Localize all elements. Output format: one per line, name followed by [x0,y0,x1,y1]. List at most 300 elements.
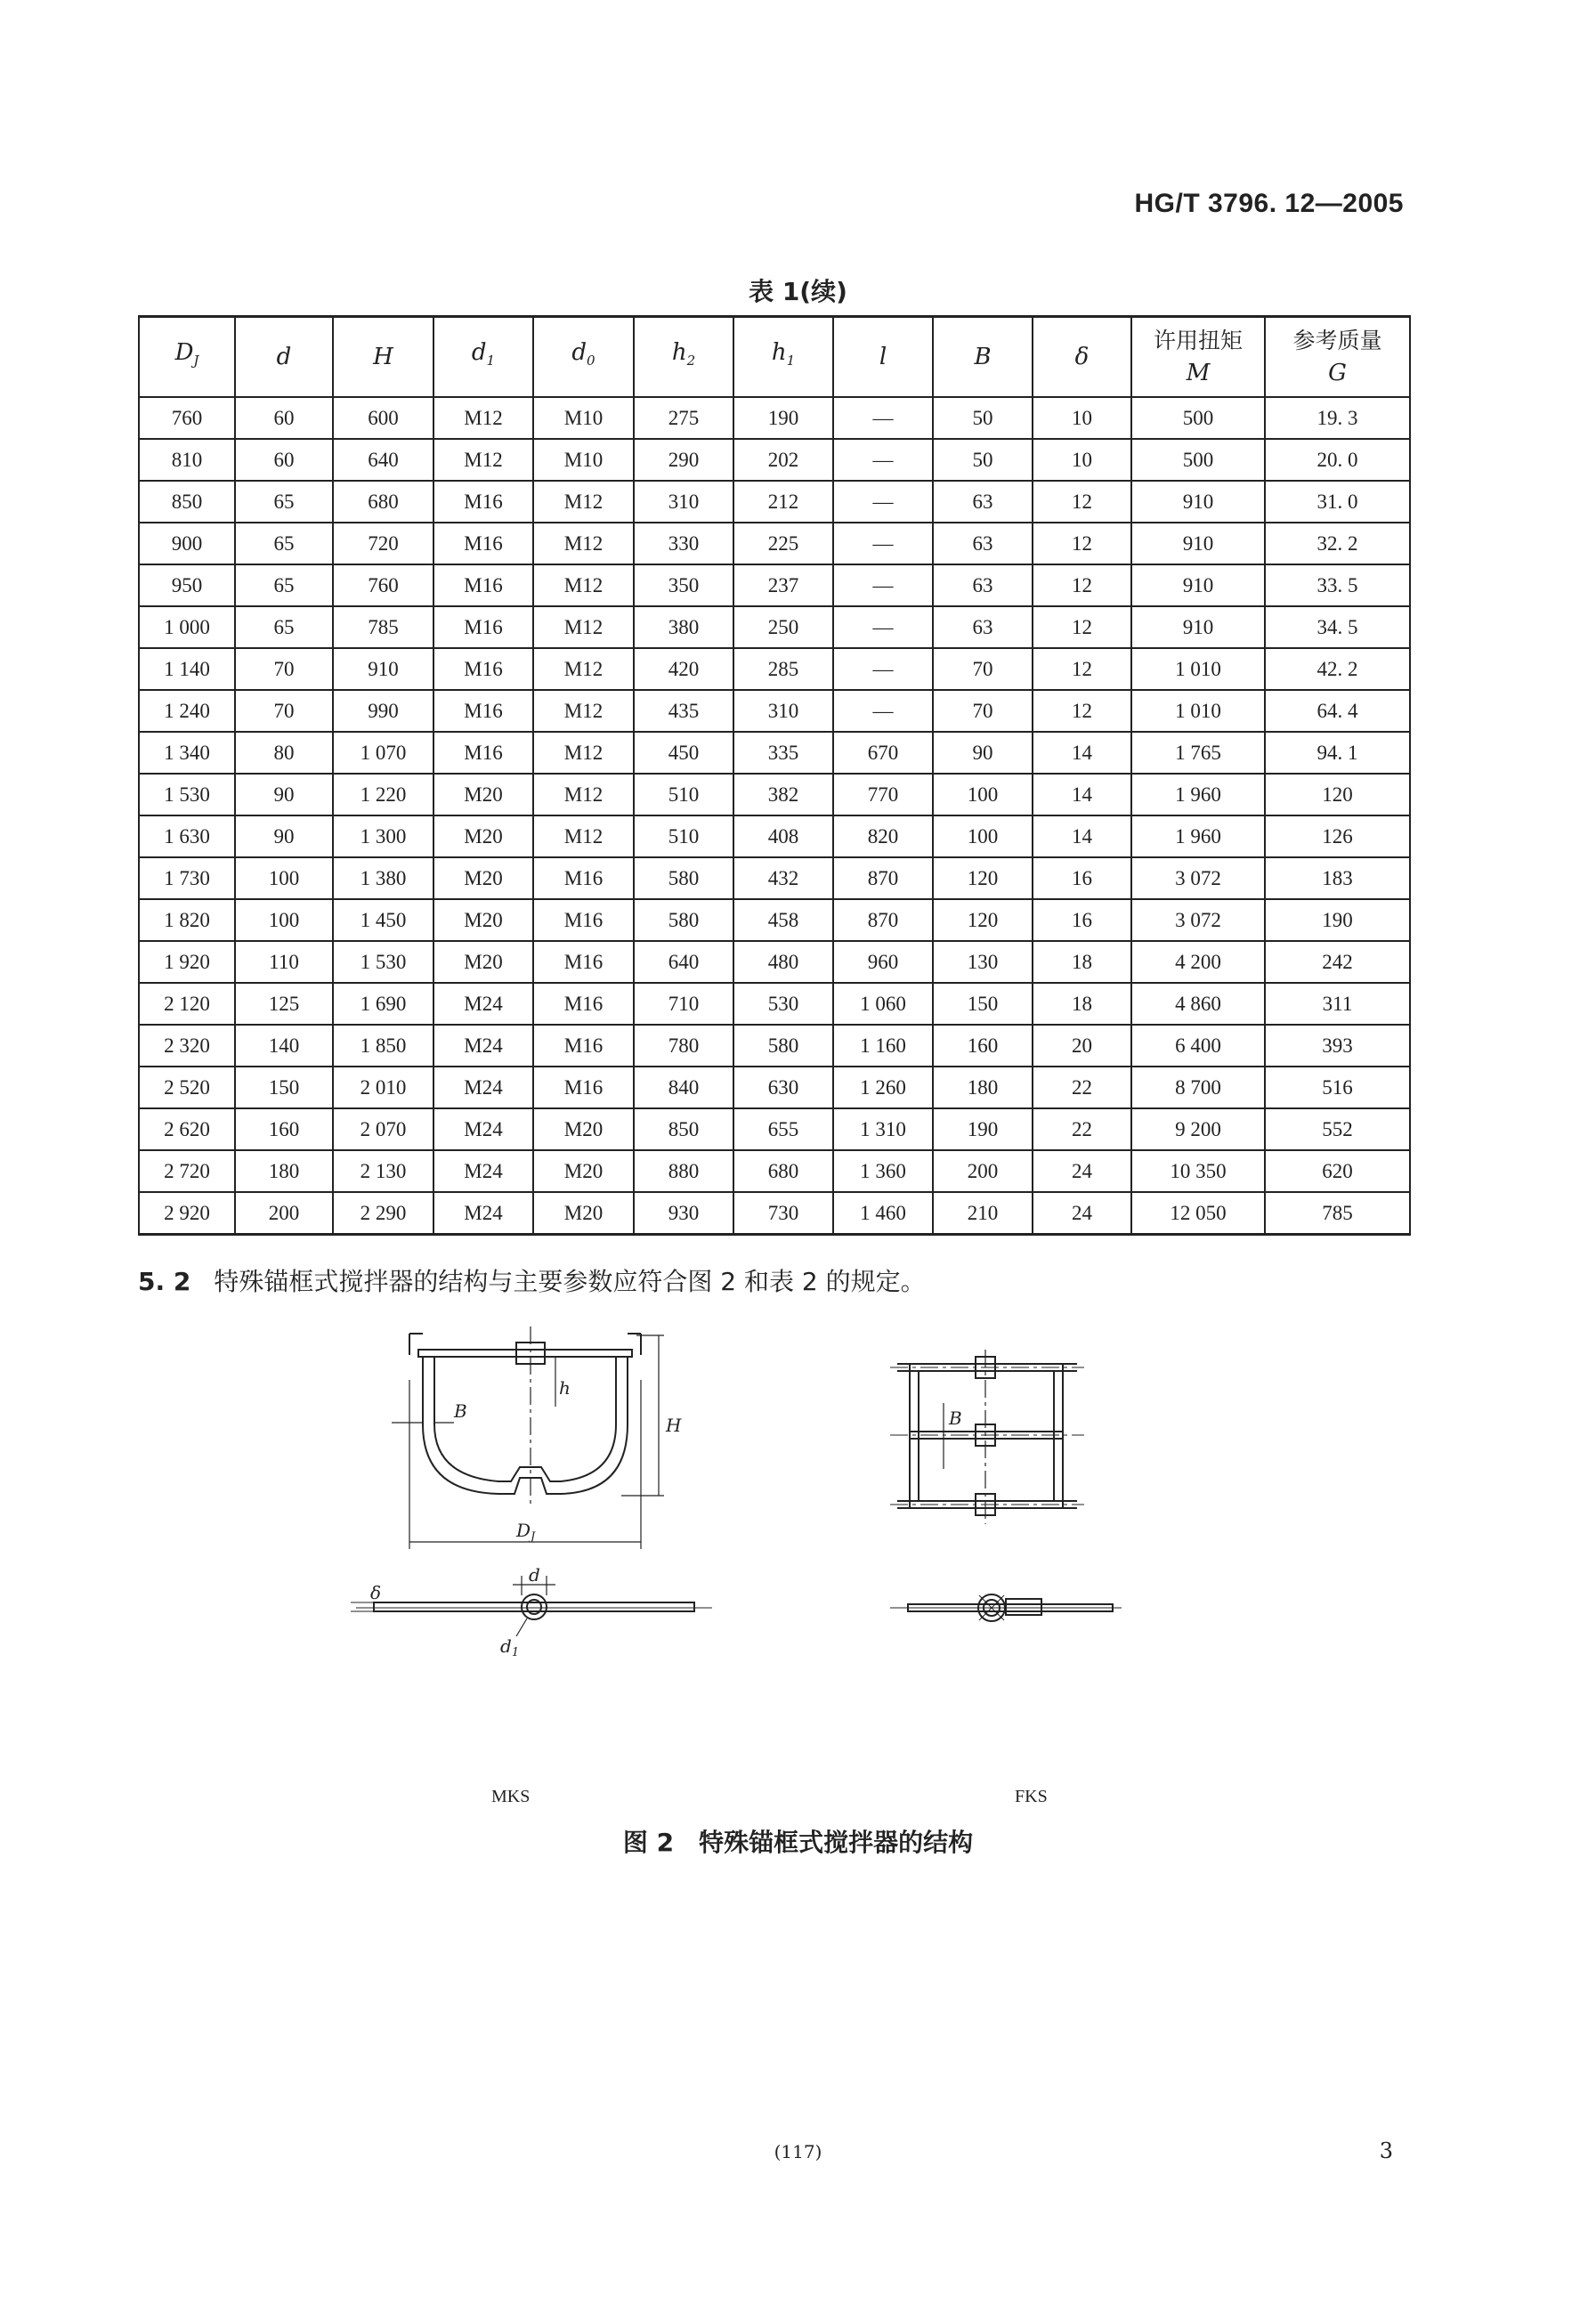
table-cell: 80 [235,732,333,774]
fks-label: FKS [1015,1787,1048,1806]
table-cell: 990 [333,690,433,732]
figure-number: 图 2 [622,1828,675,1857]
table-cell: 100 [235,899,333,941]
table-cell: 2 520 [139,1067,235,1108]
table-cell: 580 [733,1025,833,1067]
table-cell: 780 [634,1025,733,1067]
table-cell: M24 [433,1025,533,1067]
table-cell: 850 [634,1108,733,1150]
table-cell: 1 340 [139,732,235,774]
table-cell: 4 200 [1131,941,1265,983]
label-delta: δ [370,1582,382,1603]
table-row [139,523,1410,564]
table-cell: M12 [533,481,634,523]
table-cell: 785 [1265,1192,1410,1235]
table-cell: 335 [733,732,833,774]
table-cell: 880 [634,1150,733,1192]
header-symbol: d [571,339,587,367]
label-h: h [559,1377,571,1399]
table-row [139,983,1410,1025]
table-cell: 42. 2 [1265,648,1410,690]
table-cell: 420 [634,648,733,690]
table-cell: 160 [933,1025,1033,1067]
table-cell: M12 [533,564,634,606]
header-symbol: D [174,339,194,367]
table-cell: 870 [833,899,933,941]
table-cell: 910 [333,648,433,690]
table-row [139,690,1410,732]
table-cell: 10 [1033,439,1131,481]
table-cell: 285 [733,648,833,690]
table-cell: 12 [1033,523,1131,564]
table-cell: 330 [634,523,733,564]
table-cell: 730 [733,1192,833,1235]
table-cell: 12 050 [1131,1192,1265,1235]
table-header-cell [333,317,433,398]
table-header-cell [433,317,533,398]
table-cell: 70 [235,648,333,690]
table-cell: 1 765 [1131,732,1265,774]
table-cell: 311 [1265,983,1410,1025]
table-cell: 9 200 [1131,1108,1265,1150]
section-5-2 [138,1262,926,1298]
table-cell: 500 [1131,397,1265,439]
table-cell: M20 [433,815,533,857]
fks-front-view [890,1350,1084,1524]
table-cell: 90 [933,732,1033,774]
table-header-cell [634,317,733,398]
table-cell: 393 [1265,1025,1410,1067]
table-cell: 180 [235,1150,333,1192]
label-DJ: $D_J$ [516,1520,536,1544]
table-row [139,397,1410,439]
table-cell: 2 720 [139,1150,235,1192]
table-cell: 458 [733,899,833,941]
table-cell: 16 [1033,857,1131,899]
header-subscript: 1 [786,353,796,369]
header-symbol: l [879,344,887,370]
table-cell: M20 [533,1108,634,1150]
table-cell: 190 [933,1108,1033,1150]
table-row [139,606,1410,648]
table-cell: 3 072 [1131,857,1265,899]
page-marker: (117) [774,2141,822,2162]
table-cell: 670 [833,732,933,774]
table-cell: 225 [733,523,833,564]
table-cell: 202 [733,439,833,481]
page-number: 3 [1379,2138,1393,2163]
table-cell: 12 [1033,481,1131,523]
table-cell: 90 [235,815,333,857]
table-cell: 275 [634,397,733,439]
table-cell: 785 [333,606,433,648]
table-cell: M16 [533,899,634,941]
table-cell: 680 [733,1150,833,1192]
header-subscript: 0 [587,353,595,369]
table-row [139,564,1410,606]
table-cell: 190 [1265,899,1410,941]
table-cell: 14 [1033,774,1131,815]
table-cell: 70 [235,690,333,732]
table-cell: 1 690 [333,983,433,1025]
table-cell: 100 [235,857,333,899]
header-symbol: h [771,339,787,367]
table-cell: 3 072 [1131,899,1265,941]
table-cell: 760 [333,564,433,606]
table-cell: 18 [1033,983,1131,1025]
table-cell: 382 [733,774,833,815]
table-cell: 70 [933,690,1033,732]
table-cell: 65 [235,564,333,606]
table-cell: 63 [933,564,1033,606]
table-cell: 655 [733,1108,833,1150]
table-cell: 1 240 [139,690,235,732]
table-cell: 760 [139,397,235,439]
header-symbol: M [1186,360,1211,386]
table-cell: 435 [634,690,733,732]
table-row [139,481,1410,523]
table-cell: 14 [1033,732,1131,774]
table-cell: M12 [533,732,634,774]
header-symbol: d [471,339,487,367]
table-cell: 2 620 [139,1108,235,1150]
table-header-cell [139,317,235,398]
table-cell: 65 [235,481,333,523]
table-cell: 242 [1265,941,1410,983]
table-cell: M20 [433,899,533,941]
table-cell: 100 [933,815,1033,857]
table-cell: 90 [235,774,333,815]
table-cell: 120 [933,899,1033,941]
table-cell: 2 070 [333,1108,433,1150]
table-cell: 150 [235,1067,333,1108]
label-B-fks: B [949,1407,962,1429]
table-cell: M16 [533,857,634,899]
table-cell: 63 [933,606,1033,648]
table-cell: M20 [433,774,533,815]
table-cell: 500 [1131,439,1265,481]
table-cell: 1 960 [1131,774,1265,815]
table-cell: 130 [933,941,1033,983]
table-cell: — [833,564,933,606]
table-cell: 63 [933,481,1033,523]
table-cell: 770 [833,774,933,815]
table-cell: 516 [1265,1067,1410,1108]
table-cell: 552 [1265,1108,1410,1150]
table-cell: 22 [1033,1108,1131,1150]
table-cell: 200 [933,1150,1033,1192]
table-cell: 60 [235,439,333,481]
table-cell: 910 [1131,481,1265,523]
table-cell: 680 [333,481,433,523]
table-cell: 600 [333,397,433,439]
table-header-cell [833,317,933,398]
table-cell: M20 [533,1192,634,1235]
table-cell: 510 [634,815,733,857]
label-B: B [454,1400,467,1422]
table-cell: 2 290 [333,1192,433,1235]
table-cell: 310 [634,481,733,523]
table-cell: 380 [634,606,733,648]
label-d1: $d_1$ [500,1635,520,1659]
table-header-cell [533,317,634,398]
table-cell: M12 [533,606,634,648]
table-cell: 530 [733,983,833,1025]
table-header-row [139,317,1410,398]
table-row [139,732,1410,774]
table-cell: 120 [933,857,1033,899]
table-cell: M20 [533,1150,634,1192]
table-cell: 1 460 [833,1192,933,1235]
table-cell: 16 [1033,899,1131,941]
table-row [139,1192,1410,1235]
table-cell: M16 [433,564,533,606]
parameter-table [138,315,1411,1236]
table-header-cell [933,317,1033,398]
section-text: 特殊锚框式搅拌器的结构与主要参数应符合图 2 和表 2 的规定。 [214,1267,926,1296]
table-cell: M16 [433,523,533,564]
table-row [139,774,1410,815]
table-cell: — [833,648,933,690]
table-cell: 20. 0 [1265,439,1410,481]
table-cell: 32. 2 [1265,523,1410,564]
header-subscript: 1 [486,353,496,369]
table-cell: 24 [1033,1192,1131,1235]
table-cell: 210 [933,1192,1033,1235]
table-cell: M12 [433,439,533,481]
table-cell: M10 [533,439,634,481]
table-cell: M24 [433,1108,533,1150]
table-cell: 110 [235,941,333,983]
table-cell: 94. 1 [1265,732,1410,774]
table-cell: M12 [533,815,634,857]
table-cell: 200 [235,1192,333,1235]
table-body [139,397,1410,1235]
table-cell: 1 820 [139,899,235,941]
table-cell: 950 [139,564,235,606]
table-header-cell [235,317,333,398]
label-H: H [666,1415,682,1436]
table-cell: 190 [733,397,833,439]
table-cell: 12 [1033,606,1131,648]
table-cell: 850 [139,481,235,523]
table-cell: — [833,481,933,523]
table-cell: 65 [235,606,333,648]
table-cell: M24 [433,1067,533,1108]
table-cell: 1 630 [139,815,235,857]
table-row [139,439,1410,481]
table-cell: 125 [235,983,333,1025]
table-cell: 126 [1265,815,1410,857]
table-cell: 22 [1033,1067,1131,1108]
table-cell: 1 360 [833,1150,933,1192]
table-row [139,1108,1410,1150]
table-cell: 480 [733,941,833,983]
table-cell: M12 [533,774,634,815]
header-symbol: δ [1074,344,1090,370]
table-cell: 1 730 [139,857,235,899]
table-cell: 910 [1131,523,1265,564]
table-row [139,941,1410,983]
table-cell: M10 [533,397,634,439]
table-cell: 1 000 [139,606,235,648]
table-cell: 2 920 [139,1192,235,1235]
table-header-cell [1131,317,1265,398]
table-cell: 1 920 [139,941,235,983]
figure-caption [0,1823,1596,1859]
table-cell: 810 [139,439,235,481]
table-cell: 180 [933,1067,1033,1108]
table-cell: 1 530 [139,774,235,815]
table-cell: 20 [1033,1025,1131,1067]
table-cell: 2 120 [139,983,235,1025]
table-cell: 1 850 [333,1025,433,1067]
table-cell: 960 [833,941,933,983]
table-cell: 2 130 [333,1150,433,1192]
table-cell: 1 310 [833,1108,933,1150]
table-cell: 12 [1033,564,1131,606]
table-cell: 10 350 [1131,1150,1265,1192]
table-cell: 31. 0 [1265,481,1410,523]
table-cell: 580 [634,857,733,899]
table-cell: 870 [833,857,933,899]
table-cell: 1 260 [833,1067,933,1108]
table-cell: 930 [634,1192,733,1235]
table-cell: 24 [1033,1150,1131,1192]
table-cell: 450 [634,732,733,774]
table-cell: 1 960 [1131,815,1265,857]
table-cell: M12 [533,690,634,732]
table-cell: 1 380 [333,857,433,899]
table-cell: — [833,523,933,564]
table-cell: 1 220 [333,774,433,815]
table-cell: 840 [634,1067,733,1108]
table-cell: 212 [733,481,833,523]
table-cell: 910 [1131,564,1265,606]
table-cell: 65 [235,523,333,564]
table-cell: 1 010 [1131,690,1265,732]
table-cell: 250 [733,606,833,648]
figure-title: 特殊锚框式搅拌器的结构 [699,1828,974,1857]
table-cell: 1 070 [333,732,433,774]
table-cell: 408 [733,815,833,857]
table-cell: M16 [433,690,533,732]
table-cell: 50 [933,439,1033,481]
table-cell: 150 [933,983,1033,1025]
table-caption: 表 1(续) [749,277,847,306]
table-cell: 64. 4 [1265,690,1410,732]
header-symbol: B [974,344,992,370]
table-cell: 1 140 [139,648,235,690]
table-cell: M24 [433,1192,533,1235]
standard-code: HG/T 3796. 12—2005 [1134,189,1404,218]
table-cell: 100 [933,774,1033,815]
table-cell: M24 [433,1150,533,1192]
table-cell: 910 [1131,606,1265,648]
table-row [139,1067,1410,1108]
table-row [139,899,1410,941]
table-cell: 1 010 [1131,648,1265,690]
section-number: 5. 2 [138,1267,191,1296]
header-cn-label: 许用扭矩 [1153,328,1243,353]
table-row [139,857,1410,899]
table-cell: 1 450 [333,899,433,941]
table-cell: 900 [139,523,235,564]
table-cell: 63 [933,523,1033,564]
table-cell: 1 300 [333,815,433,857]
table-cell: 630 [733,1067,833,1108]
table-cell: M20 [433,941,533,983]
table-cell: — [833,397,933,439]
table-cell: M12 [433,397,533,439]
table-cell: M16 [533,983,634,1025]
table-row [139,815,1410,857]
table-cell: 70 [933,648,1033,690]
table-row [139,648,1410,690]
table-cell: 2 320 [139,1025,235,1067]
table-cell: — [833,439,933,481]
header-symbol: h [671,339,687,367]
table-cell: 237 [733,564,833,606]
fks-top-view [890,1594,1122,1621]
table-cell: 120 [1265,774,1410,815]
label-d: d [529,1564,540,1586]
table-cell: M16 [533,1025,634,1067]
table-row [139,1025,1410,1067]
table-cell: 640 [333,439,433,481]
table-cell: M16 [433,481,533,523]
table-cell: 310 [733,690,833,732]
table-cell: 580 [634,899,733,941]
table-cell: 290 [634,439,733,481]
table-cell: 350 [634,564,733,606]
table-cell: 160 [235,1108,333,1150]
header-symbol: d [276,344,292,370]
table-cell: 2 010 [333,1067,433,1108]
table-cell: 50 [933,397,1033,439]
table-cell: M16 [433,648,533,690]
table-cell: M12 [533,648,634,690]
table-cell: 19. 3 [1265,397,1410,439]
table-cell: 14 [1033,815,1131,857]
table-cell: 34. 5 [1265,606,1410,648]
table-cell: M16 [533,1067,634,1108]
table-cell: 820 [833,815,933,857]
table-cell: 620 [1265,1150,1410,1192]
table-cell: 33. 5 [1265,564,1410,606]
table-cell: M20 [433,857,533,899]
header-cn-label: 参考质量 [1292,328,1382,353]
table-cell: 18 [1033,941,1131,983]
table-cell: M16 [433,732,533,774]
table-cell: 10 [1033,397,1131,439]
header-symbol: G [1328,360,1347,386]
table-cell: M12 [533,523,634,564]
table-cell: 12 [1033,648,1131,690]
table-cell: 140 [235,1025,333,1067]
table-cell: 60 [235,397,333,439]
table-cell: 4 860 [1131,983,1265,1025]
table-cell: 432 [733,857,833,899]
table-cell: 1 530 [333,941,433,983]
table-cell: — [833,606,933,648]
table-cell: 1 160 [833,1025,933,1067]
table-cell: 183 [1265,857,1410,899]
table-cell: 1 060 [833,983,933,1025]
header-symbol: H [373,344,393,370]
table-header-cell [733,317,833,398]
figure-2-drawing [338,1318,1228,1816]
